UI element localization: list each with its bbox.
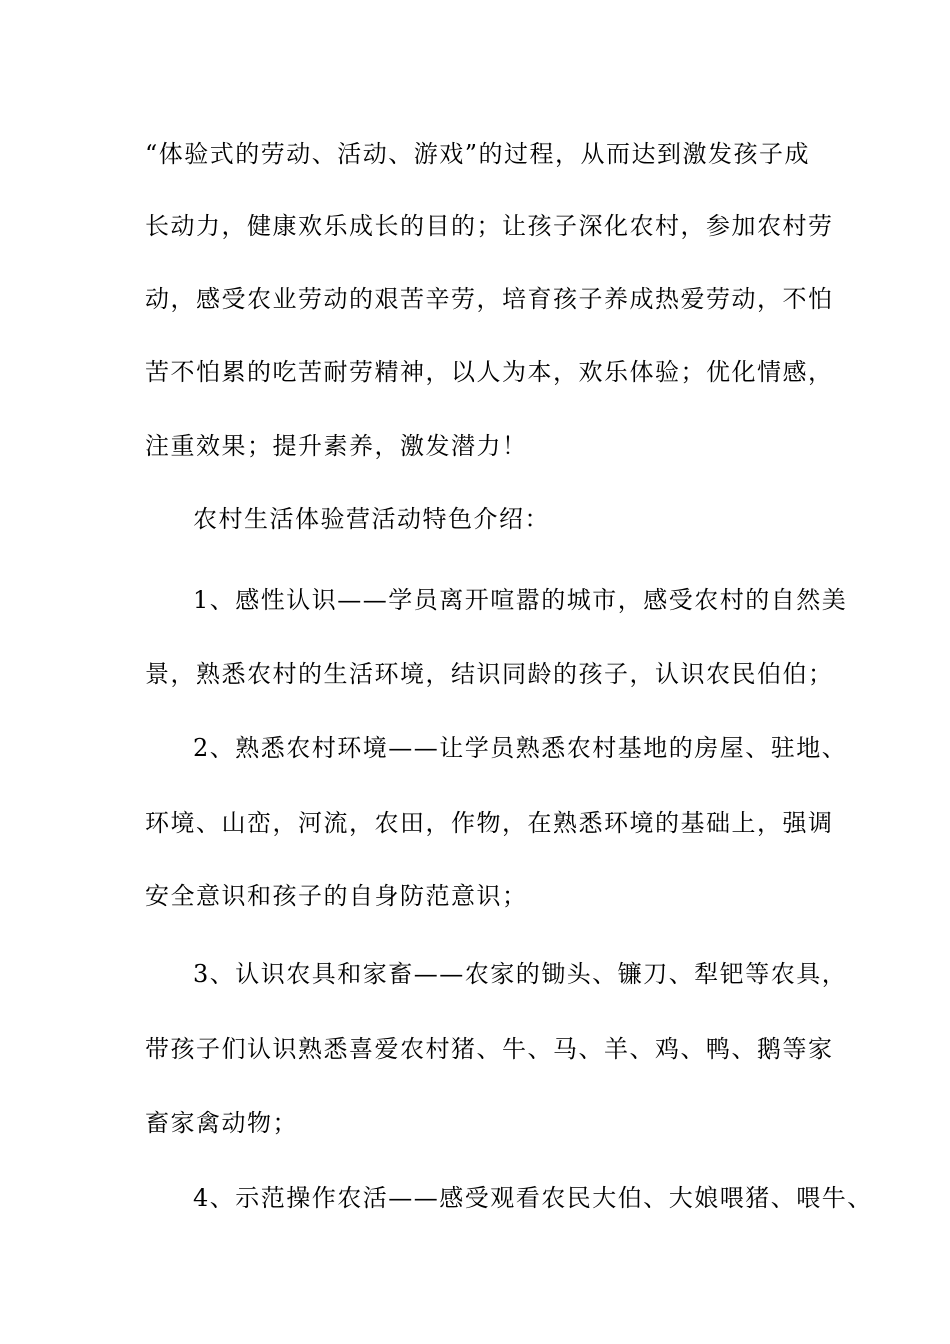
list-item-2-line: 2、熟悉农村环境——让学员熟悉农村基地的房屋、驻地、 — [193, 734, 848, 762]
list-item-1-line: 1、感性认识——学员离开喧嚣的城市，感受农村的自然美 — [193, 586, 848, 614]
paragraph-line: 苦不怕累的吃苦耐劳精神，以人为本，欢乐体验；优化情感， — [145, 358, 834, 386]
paragraph-line: “体验式的劳动、活动、游戏”的过程，从而达到激发孩子成 — [145, 140, 811, 168]
list-item-2-line: 安全意识和孩子的自身防范意识； — [145, 882, 528, 910]
section-heading: 农村生活体验营活动特色介绍： — [193, 505, 550, 533]
paragraph-line: 长动力，健康欢乐成长的目的；让孩子深化农村，参加农村劳 — [145, 212, 834, 240]
list-item-3-line: 3、认识农具和家畜——农家的锄头、镰刀、犁钯等农具， — [193, 960, 848, 988]
list-item-4-line: 4、示范操作农活——感受观看农民大伯、大娘喂猪、喂牛、 — [193, 1184, 873, 1212]
paragraph-line: 动，感受农业劳动的艰苦辛劳，培育孩子养成热爱劳动，不怕 — [145, 285, 834, 313]
list-item-3-line: 带孩子们认识熟悉喜爱农村猪、牛、马、羊、鸡、鸭、鹅等家 — [145, 1035, 834, 1063]
list-item-3-line: 畜家禽动物； — [145, 1109, 298, 1137]
list-item-2-line: 环境、山峦，河流，农田，作物，在熟悉环境的基础上，强调 — [145, 809, 834, 837]
paragraph-line: 注重效果；提升素养，激发潜力！ — [145, 432, 528, 460]
list-item-1-line: 景，熟悉农村的生活环境，结识同龄的孩子，认识农民伯伯； — [145, 660, 834, 688]
